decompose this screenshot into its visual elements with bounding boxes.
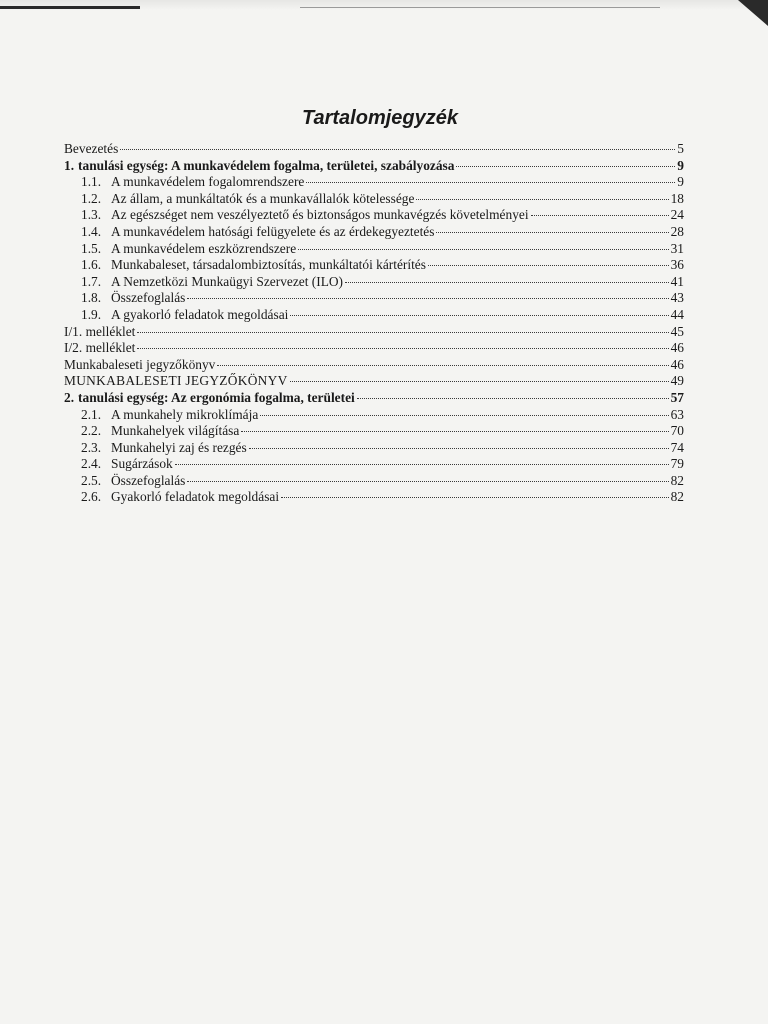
toc-entry-title: I/2. melléklet <box>64 340 136 356</box>
toc-entry-page-number: 9 <box>677 157 684 173</box>
toc-dot-leader <box>137 348 668 349</box>
toc-entry-title: Összefoglalás <box>111 290 186 306</box>
toc-entry-title: tanulási egység: Az ergonómia fogalma, területei <box>78 389 355 405</box>
toc-entry-number: 1.5. <box>81 240 102 256</box>
toc-entry-number: 1.8. <box>81 290 102 306</box>
toc-entry[interactable] <box>64 373 684 390</box>
toc-entry-title: A gyakorló feladatok megoldásai <box>111 306 289 322</box>
toc-entry[interactable] <box>64 274 684 291</box>
toc-entry-number: 2. <box>64 389 75 405</box>
toc-entry-title: MUNKABALESETI JEGYZŐKÖNYV <box>64 373 288 389</box>
toc-entry-page-number: 5 <box>677 141 684 156</box>
toc-entry[interactable] <box>64 324 684 341</box>
toc-entry-number: 1.2. <box>81 190 102 206</box>
toc-dot-leader <box>290 381 669 382</box>
page-title: Tartalomjegyzék <box>302 107 458 129</box>
toc-entry-title: Bevezetés <box>64 141 119 156</box>
scan-corner-right <box>738 0 768 26</box>
toc-dot-leader <box>241 431 668 432</box>
toc-entry[interactable] <box>64 357 684 374</box>
toc-entry[interactable] <box>64 224 684 241</box>
toc-entry-page-number: 46 <box>670 340 684 356</box>
toc-entry-number: 2.2. <box>81 423 102 439</box>
toc-entry-page-number: 31 <box>670 240 684 256</box>
toc-dot-leader <box>531 215 669 216</box>
toc-dot-leader <box>456 166 675 167</box>
toc-entry[interactable] <box>64 423 684 440</box>
toc-entry-page-number: 36 <box>670 257 684 273</box>
toc-entry-title: Munkahelyek világítása <box>111 423 240 439</box>
toc-entry-title: Az állam, a munkáltatók és a munkavállalók kötelessége <box>111 190 415 206</box>
toc-entry[interactable] <box>64 290 684 307</box>
toc-entry-page-number: 41 <box>670 273 684 289</box>
toc-entry-number: 1.4. <box>81 223 102 239</box>
toc-dot-leader <box>357 398 669 399</box>
toc-dot-leader <box>260 415 668 416</box>
toc-entry-page-number: 43 <box>670 290 684 306</box>
toc-entry-title: A munkavédelem hatósági felügyelete és az érdekegyeztetés <box>111 223 435 239</box>
toc-entry-title: I/1. melléklet <box>64 323 136 339</box>
toc-entry-number: 2.1. <box>81 406 102 422</box>
toc-entry[interactable] <box>64 241 684 258</box>
toc-entry[interactable] <box>64 489 684 506</box>
toc-dot-leader <box>345 282 669 283</box>
toc-dot-leader <box>281 497 669 498</box>
toc-entry[interactable] <box>64 141 684 158</box>
toc-entry[interactable] <box>64 207 684 224</box>
toc-entry-number: 1.3. <box>81 207 102 223</box>
toc-entry-page-number: 46 <box>670 356 684 372</box>
toc-entry-number: 2.3. <box>81 439 102 455</box>
toc-entry-page-number: 45 <box>670 323 684 339</box>
toc-entry[interactable] <box>64 407 684 424</box>
toc-entry-title: Összefoglalás <box>111 472 186 488</box>
toc-entry-number: 2.5. <box>81 472 102 488</box>
toc-entry-page-number: 44 <box>670 306 684 322</box>
toc-entry-title: A Nemzetközi Munkaügyi Szervezet (ILO) <box>111 273 344 289</box>
toc-entry-page-number: 9 <box>677 174 684 190</box>
toc-dot-leader <box>428 265 669 266</box>
toc-entry-page-number: 28 <box>670 223 684 239</box>
toc-entry-page-number: 18 <box>670 190 684 206</box>
toc-entry-page-number: 82 <box>670 489 684 505</box>
toc-dot-leader <box>137 332 668 333</box>
toc-dot-leader <box>306 182 675 183</box>
toc-entry-page-number: 63 <box>670 406 684 422</box>
toc-entry-page-number: 49 <box>670 373 684 389</box>
toc-dot-leader <box>436 232 668 233</box>
toc-entry-number: 1.7. <box>81 273 102 289</box>
toc-entry[interactable] <box>64 390 684 407</box>
toc-entry-title: A munkavédelem fogalomrendszere <box>111 174 305 190</box>
toc-entry-number: 1.1. <box>81 174 102 190</box>
toc-dot-leader <box>217 365 668 366</box>
toc-entry-title: Az egészséget nem veszélyeztető és biztonságos munkavégzés követelményei <box>111 207 529 223</box>
toc-entry-page-number: 74 <box>670 439 684 455</box>
toc-dot-leader <box>120 149 675 150</box>
toc-entry-number: 2.4. <box>81 456 102 472</box>
toc-entry-title: tanulási egység: A munkavédelem fogalma, területei, szabályozása <box>78 157 455 173</box>
toc-entry[interactable] <box>64 456 684 473</box>
toc-entry-title: Munkahelyi zaj és rezgés <box>111 439 247 455</box>
scan-edge-line-middle <box>300 7 660 8</box>
toc-entry-page-number: 70 <box>670 423 684 439</box>
toc-entry[interactable] <box>64 440 684 457</box>
toc-entry-number: 2.6. <box>81 489 102 505</box>
table-of-contents <box>64 141 684 506</box>
toc-entry-title: Gyakorló feladatok megoldásai <box>111 489 280 505</box>
toc-entry-page-number: 24 <box>670 207 684 223</box>
toc-dot-leader <box>290 315 668 316</box>
toc-entry[interactable] <box>64 174 684 191</box>
toc-entry[interactable] <box>64 158 684 175</box>
toc-dot-leader <box>298 249 668 250</box>
toc-entry-page-number: 57 <box>670 389 684 405</box>
toc-entry-page-number: 82 <box>670 472 684 488</box>
toc-entry-title: Munkabaleset, társadalombiztosítás, munkáltatói kártérítés <box>111 257 426 273</box>
toc-entry[interactable] <box>64 340 684 357</box>
toc-entry-title: A munkahely mikroklímája <box>111 406 259 422</box>
toc-entry-page-number: 79 <box>670 456 684 472</box>
toc-entry-title: A munkavédelem eszközrendszere <box>111 240 297 256</box>
toc-entry-number: 1. <box>64 157 75 173</box>
toc-entry-title: Munkabaleseti jegyzőkönyv <box>64 356 216 372</box>
toc-dot-leader <box>175 464 669 465</box>
toc-dot-leader <box>249 448 669 449</box>
toc-dot-leader <box>187 298 668 299</box>
toc-entry[interactable] <box>64 307 684 324</box>
toc-entry-number: 1.6. <box>81 257 102 273</box>
toc-entry-title: Sugárzások <box>111 456 173 472</box>
toc-entry[interactable] <box>64 473 684 490</box>
toc-entry[interactable] <box>64 191 684 208</box>
toc-entry-number: 1.9. <box>81 306 102 322</box>
toc-dot-leader <box>416 199 668 200</box>
scan-edge-line-left <box>0 6 140 9</box>
toc-dot-leader <box>187 481 668 482</box>
toc-entry[interactable] <box>64 257 684 274</box>
